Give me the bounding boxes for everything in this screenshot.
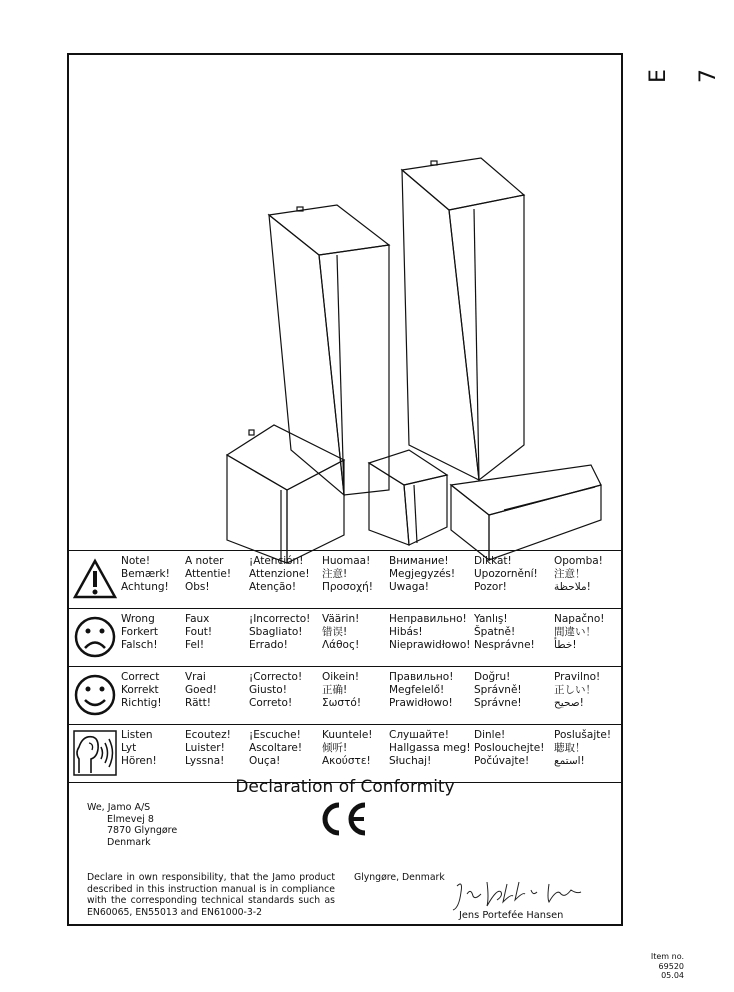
note-ru-hu-pl: Внимание! Megjegyzés! Uwaga! xyxy=(389,555,456,593)
model-code: E 7 xyxy=(646,67,721,83)
subwoofer-image xyxy=(227,425,344,563)
satellite-speaker-image xyxy=(369,450,447,545)
center-speaker-image xyxy=(451,465,601,560)
note-fi-zh-el: Huomaa! 注意! Προσοχή! xyxy=(322,555,373,593)
item-date: 05.04 xyxy=(661,971,684,980)
correct-fi-zh-el: Oikein! 正确! Σωστό! xyxy=(322,671,362,709)
listen-tr-cs-sk: Dinle! Poslouchejte! Počúvajte! xyxy=(474,729,545,767)
warning-row-listen xyxy=(69,724,621,783)
wrong-fi-zh-el: Väärin! 错误! Λάθος! xyxy=(322,613,360,651)
we-label: We, xyxy=(87,802,105,813)
note-en-da-de: Note! Bemærk! Achtung! xyxy=(121,555,170,593)
wrong-tr-cs-sk: Yanlış! Špatně! Nesprávne! xyxy=(474,613,535,651)
declaration-title: Declaration of Conformity xyxy=(235,777,455,797)
warning-row-note xyxy=(69,550,621,608)
correct-es-it-pt: ¡Correcto! Giusto! Correto! xyxy=(249,671,303,709)
signatory-name: Jens Portefée Hansen xyxy=(459,910,564,921)
happy-face-icon xyxy=(73,671,117,719)
listen-sl-ja-ar: Poslušajte! 聴取！ استمع! xyxy=(554,729,612,767)
wrong-es-it-pt: ¡Incorrecto! Sbagliato! Errado! xyxy=(249,613,311,651)
country: Denmark xyxy=(107,836,151,848)
city: 7870 Glyngøre xyxy=(107,825,178,836)
wrong-sl-ja-ar: Napačno! 間違い！ خطأ! xyxy=(554,613,605,651)
listen-fi-zh-el: Kuuntele! 倾听! Ακούστε! xyxy=(322,729,373,767)
correct-sl-ja-ar: Pravilno! 正しい！ صحيح! xyxy=(554,671,601,709)
warning-row-wrong xyxy=(69,608,621,666)
warning-table xyxy=(69,550,621,783)
listen-en-da-de: Listen Lyt Hören! xyxy=(121,729,157,767)
declaration-place: Glyngøre, Denmark xyxy=(354,872,445,883)
company-address xyxy=(87,802,177,848)
wrong-fr-nl-sv: Faux Fout! Fel! xyxy=(185,613,213,651)
item-number-block xyxy=(636,952,684,981)
floor-speaker-left-image xyxy=(269,205,389,495)
floor-speaker-right-image xyxy=(402,158,524,480)
correct-en-da-de: Correct Korrekt Richtig! xyxy=(121,671,162,709)
sad-face-icon xyxy=(73,613,117,661)
note-sl-ja-ar: Opomba! 注意！ ملاحظة! xyxy=(554,555,603,593)
wrong-en-da-de: Wrong Forkert Falsch! xyxy=(121,613,159,651)
correct-tr-cs-sk: Doğru! Správně! Správne! xyxy=(474,671,522,709)
note-tr-cs-sk: Dikkat! Upozornění! Pozor! xyxy=(474,555,538,593)
speaker-system-illustration xyxy=(219,145,619,575)
note-fr-nl-sv: A noter Attentie! Obs! xyxy=(185,555,232,593)
warning-row-correct xyxy=(69,666,621,724)
listen-fr-nl-sv: Ecoutez! Luister! Lyssna! xyxy=(185,729,231,767)
correct-fr-nl-sv: Vrai Goed! Rätt! xyxy=(185,671,217,709)
correct-ru-hu-pl: Правильно! Megfelelő! Prawidłowo! xyxy=(389,671,454,709)
declaration-statement: Declare in own responsibility, that the Jamo product described in this instruction manual is in compliance with the corresponding technical standards such as EN60065, EN55013 and EN61000-3-2 xyxy=(87,872,335,918)
ce-mark-icon xyxy=(315,799,371,839)
note-es-it-pt: ¡Atención! Attenzione! Atenção! xyxy=(249,555,310,593)
listen-ru-hu-pl: Слушайте! Hallgassa meg! Słuchaj! xyxy=(389,729,471,767)
listen-es-it-pt: ¡Escuche! Ascoltare! Ouça! xyxy=(249,729,303,767)
company-name: Jamo A/S xyxy=(107,802,151,813)
warning-triangle-icon xyxy=(73,555,117,603)
listen-ear-icon xyxy=(73,729,117,777)
signature-image xyxy=(453,878,583,914)
document-frame xyxy=(67,53,623,926)
item-number: 69520 xyxy=(658,961,684,971)
item-label: Item no. xyxy=(650,952,684,961)
street: Elmevej 8 xyxy=(107,813,154,825)
wrong-ru-hu-pl: Неправильно! Hibás! Nieprawidłowo! xyxy=(389,613,471,651)
